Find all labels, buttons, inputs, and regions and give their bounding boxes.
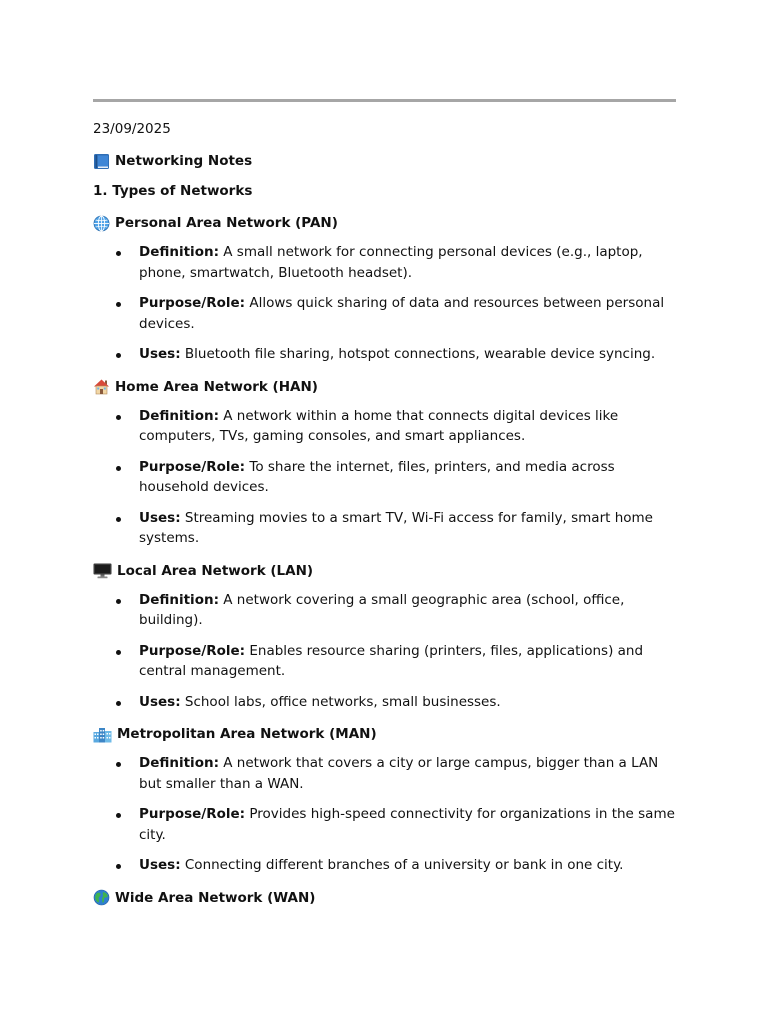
globe-icon — [93, 889, 110, 906]
list-item — [93, 242, 676, 283]
bullet-icon — [116, 701, 121, 706]
item-label: Purpose/Role: — [139, 458, 246, 475]
bullet-icon — [116, 864, 121, 869]
section-heading-man — [93, 724, 676, 744]
section-heading-text: Wide Area Network (WAN) — [115, 889, 316, 906]
section-heading-text: Home Area Network (HAN) — [115, 378, 318, 395]
list-item — [93, 804, 676, 845]
list-item — [93, 590, 676, 631]
globe-with-meridians-icon — [93, 215, 110, 232]
item-label: Definition: — [139, 755, 219, 771]
bullet-icon — [116, 415, 121, 420]
bullet-icon — [116, 650, 121, 655]
list-item — [93, 293, 676, 334]
bullet-icon — [116, 517, 121, 522]
item-text: A network within a home that connects digital devices like computers, TVs, gaming consoles, and smart appliances. — [139, 407, 619, 444]
section-list-han — [93, 406, 676, 549]
section-heading-wan — [93, 888, 676, 908]
item-text: Enables resource sharing (printers, files, applications) and central management. — [139, 642, 644, 679]
section-heading-han — [93, 377, 676, 397]
bullet-icon — [116, 813, 121, 818]
item-label: Purpose/Role: — [139, 642, 246, 659]
item-text: Bluetooth file sharing, hotspot connections, wearable device syncing. — [180, 346, 656, 362]
blue-book-icon — [93, 153, 110, 170]
bullet-icon — [116, 251, 121, 256]
list-item — [93, 457, 676, 498]
bullet-icon — [116, 466, 121, 471]
item-label: Purpose/Role: — [139, 295, 246, 311]
item-label: Definition: — [139, 244, 219, 260]
item-text: A small network for connecting personal devices (e.g., laptop, phone, smartwatch, Bluetooth headset). — [139, 244, 643, 281]
document-page — [93, 99, 676, 908]
house-icon — [93, 378, 110, 395]
item-label: Purpose/Role: — [139, 806, 246, 822]
section-heading-text: Local Area Network (LAN) — [117, 562, 314, 579]
section-heading-lan — [93, 561, 676, 581]
section-list-man — [93, 753, 676, 876]
section-list-pan — [93, 242, 676, 365]
item-text: Provides high-speed connectivity for organizations in the same city. — [139, 806, 675, 843]
bullet-icon — [116, 762, 121, 767]
top-divider — [93, 99, 676, 102]
bullet-icon — [116, 302, 121, 307]
list-item — [93, 508, 676, 549]
item-label: Uses: — [139, 509, 181, 526]
section-heading-text: Metropolitan Area Network (MAN) — [117, 726, 377, 742]
list-item — [93, 344, 676, 365]
item-label: Definition: — [139, 591, 219, 608]
item-text: School labs, office networks, small businesses. — [180, 693, 501, 710]
item-text: A network covering a small geographic area (school, office, building). — [139, 591, 625, 628]
section-heading-pan — [93, 213, 676, 233]
item-label: Uses: — [139, 857, 181, 873]
list-item — [93, 406, 676, 447]
item-label: Uses: — [139, 693, 181, 710]
item-text: A network that covers a city or large campus, bigger than a LAN but smaller than a WAN. — [139, 755, 659, 792]
city-buildings-icon — [93, 726, 112, 743]
desktop-computer-icon — [93, 562, 112, 579]
list-item — [93, 753, 676, 794]
item-text: Allows quick sharing of data and resources between personal devices. — [139, 295, 665, 332]
item-label: Definition: — [139, 407, 219, 424]
list-item — [93, 641, 676, 682]
section-number-heading: 1. Types of Networks — [93, 183, 253, 199]
item-text: Connecting different branches of a university or bank in one city. — [180, 857, 624, 873]
bullet-icon — [116, 353, 121, 358]
document-title — [93, 151, 676, 171]
list-item — [93, 855, 676, 876]
document-title-text: Networking Notes — [115, 153, 253, 169]
item-text: Streaming movies to a smart TV, Wi-Fi access for family, smart home systems. — [139, 509, 653, 546]
bullet-icon — [116, 599, 121, 604]
document-date: 23/09/2025 — [93, 121, 171, 137]
section-list-lan — [93, 590, 676, 713]
item-label: Uses: — [139, 346, 181, 362]
item-text: To share the internet, files, printers, and media across household devices. — [139, 458, 615, 495]
section-heading-text: Personal Area Network (PAN) — [115, 215, 338, 231]
list-item — [93, 692, 676, 713]
